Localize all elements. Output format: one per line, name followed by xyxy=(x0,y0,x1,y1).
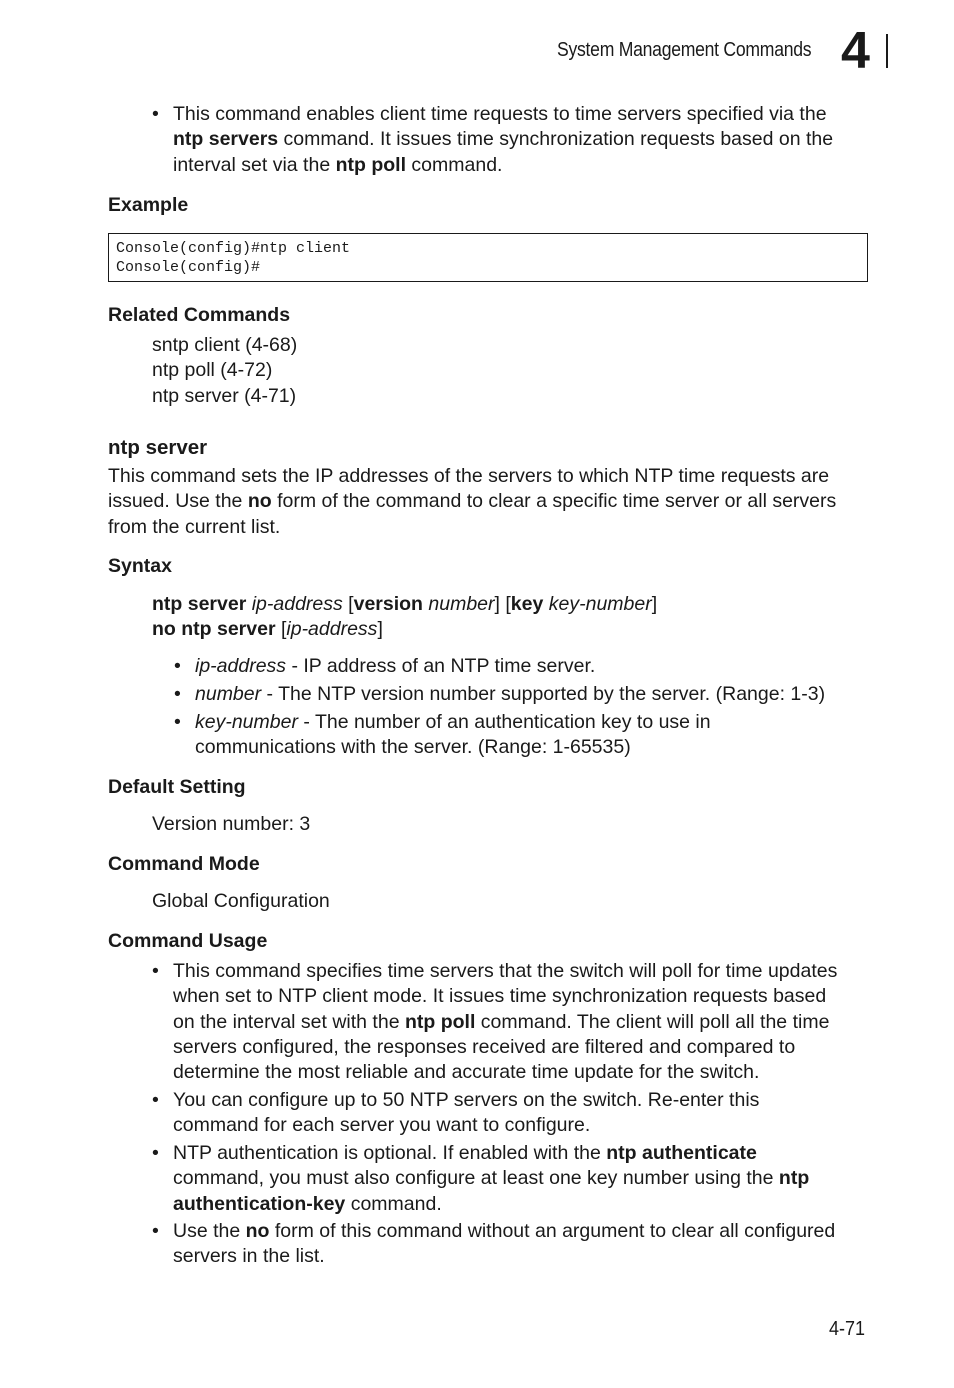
syntax-heading: Syntax xyxy=(108,555,172,577)
command-description: This command sets the IP addresses of the servers to which NTP time requests are issued. Use the no form of the command to clear a specific time server or all servers from the current list. xyxy=(108,465,837,538)
syntax-lines xyxy=(152,592,657,643)
command-title: ntp server xyxy=(108,436,208,459)
default-setting-value: Version number: 3 xyxy=(152,813,311,835)
code-line-2: Console(config)# xyxy=(116,259,261,276)
chapter-rule xyxy=(886,34,888,68)
syntax-line-2: no ntp server [ip-address] xyxy=(152,618,383,641)
example-heading: Example xyxy=(108,194,189,216)
related-item-ntp-server: ntp server (4-71) xyxy=(152,384,297,407)
intro-line-1: This command enables client time requests to time servers specified via the xyxy=(173,103,827,125)
usage-bullet-1: • This command specifies time servers that the switch will poll for time updates when set to NTP client mode. It issues time synchronization requests based on the interval set with the ntp poll command. The client will poll all the time servers configured, the responses received are filtered and compared to determine the most reliable and accurate time update for the switch. xyxy=(152,960,838,1084)
param-ip-address: • ip-address - IP address of an NTP time server. xyxy=(174,655,596,677)
usage-bullet-2: • You can configure up to 50 NTP servers on the switch. Re-enter this command for each server you want to configure. xyxy=(152,1089,760,1137)
usage-bullet-3: • NTP authentication is optional. If enabled with the ntp authenticate command, you must also configure at least one key number using the ntp authentication-key command. xyxy=(152,1142,810,1215)
code-block xyxy=(108,233,868,282)
intro-line-3: interval set via the ntp poll command. xyxy=(173,153,503,176)
param-key-number: • key-number - The number of an authentication key to use in communications with the server. (Range: 1-65535) xyxy=(174,711,711,759)
command-mode-heading: Command Mode xyxy=(108,853,260,875)
param-number: • number - The NTP version number supported by the server. (Range: 1-3) xyxy=(174,683,826,705)
syntax-line-1: ntp server ip-address [version number] [key key-number] xyxy=(152,593,658,615)
command-usage-heading: Command Usage xyxy=(108,930,268,952)
code-line-1: Console(config)#ntp client xyxy=(116,240,351,257)
chapter-number: 4 xyxy=(841,22,870,80)
intro-line-2: ntp servers command. It issues time synchronization requests based on the xyxy=(173,128,834,151)
intro-bullet xyxy=(152,102,834,178)
related-item-ntp-poll: ntp poll (4-72) xyxy=(152,359,273,382)
command-mode-value: Global Configuration xyxy=(152,890,330,912)
page-number: 4-71 xyxy=(829,1318,866,1340)
related-item-sntp-client: sntp client (4-68) xyxy=(152,334,298,356)
usage-bullet-4: • Use the no form of this command without an argument to clear all configured servers in the list. xyxy=(152,1220,836,1268)
related-commands-list xyxy=(152,333,297,409)
related-commands-heading: Related Commands xyxy=(108,304,291,326)
running-header: System Management Commands xyxy=(557,39,812,61)
bullet-dot: • xyxy=(152,103,159,125)
default-setting-heading: Default Setting xyxy=(108,776,246,798)
